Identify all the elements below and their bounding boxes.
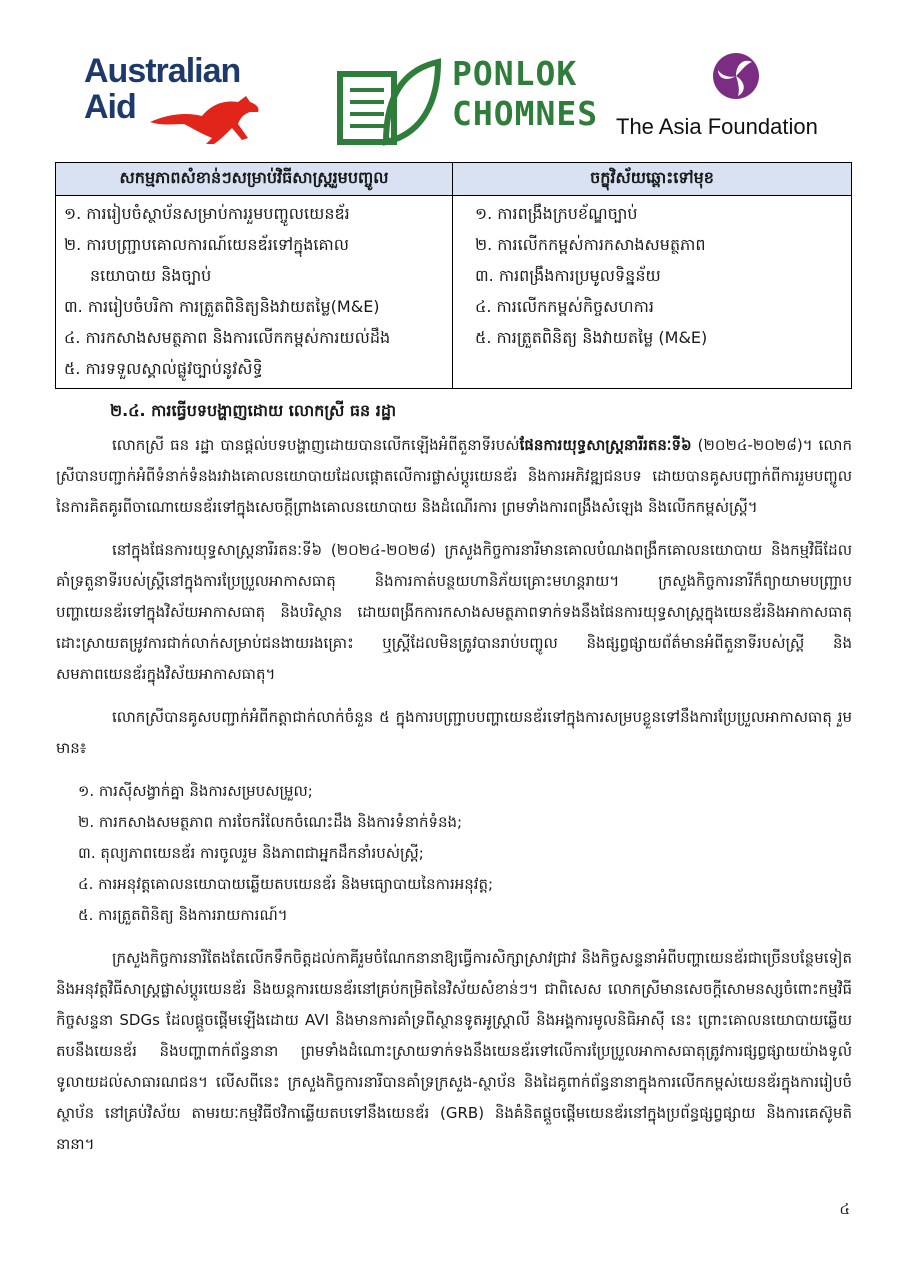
strategic-plan-title: ផែនការយុទ្ធសាស្រ្តនារីរតនៈទី៦ — [519, 436, 692, 454]
list-item: ៣. ការរៀបចំបរិកា ការត្រួតពិនិត្យនិងវាយតម្លៃ(M&E) — [64, 297, 380, 316]
list-item: ៣. ការពង្រឹងការប្រមូលទិន្នន័យ — [475, 266, 661, 285]
main-content — [56, 395, 852, 1172]
list-item: ២. ការលើកកម្ពស់ការកសាងសមត្ថភាព — [475, 235, 706, 254]
australian-aid-logo — [84, 52, 241, 126]
list-item: ២. ការកសាងសមត្ថភាព ការចែករំលែកចំណេះដឹង និងការទំនាក់ទំនង; — [78, 813, 463, 831]
paragraph-2: នៅក្នុងផែនការយុទ្ធសាស្រ្តនារីរតនៈទី៦ (២០២៤-២០២៨) ក្រសួងកិច្ចការនារីមានគោលបំណងពង្រឹកគោលនយោបាយ និងកម្មវិធីដែលគាំទ្រតួនាទីរបស់ស្ត្រីនៅក្នុងការប្រែប្រួលអាកាសធាតុ និងការកាត់បន្ថយហានិភ័យគ្រោះមហន្តរាយ។ ក្រសួងកិច្ចការនារីក៏ព្យាយាមបញ្ជ្រាបបញ្ហាយេនឌ័រទៅក្នុងវិស័យអាកាសធាតុ និងបរិស្ថាន ដោយពង្រីកការកសាងសមត្ថភាពទាក់ទងនឹងផែនការយុទ្ធសាស្រ្តក្នុងយេនឌ័រនិងអាកាសធាតុ ដោះស្រាយតម្រូវការជាក់លាក់សម្រាប់ជនងាយរងគ្រោះ ឬស្ត្រីដែលមិនត្រូវបានរាប់បញ្ចូល និងផ្សព្វផ្សាយព័ត៌មានអំពីតួនាទីរបស់ស្ត្រី និងសមភាពយេនឌ័រក្នុងវិស័យអាកាសធាតុ។ — [56, 541, 852, 683]
header-key-activities: សកម្មភាពសំខាន់ៗសម្រាប់វិធីសាស្រ្តរួមបញ្ចូល — [56, 163, 453, 196]
logo-header — [0, 40, 905, 150]
list-item: ៥. ការត្រួតពិនិត្យ និងវាយតម្លៃ (M&E) — [475, 328, 708, 347]
list-item: ៤. ការកសាងសមត្ថភាព និងការលើកកម្ពស់ការយល់ដឹង — [64, 328, 391, 347]
australian-aid-line1: Australian — [84, 52, 241, 90]
table-header-row — [56, 163, 852, 196]
table-row — [56, 196, 852, 389]
paragraph-1-rest: (២០២៤-២០២៨)។ លោកស្រីបានបញ្ជាក់អំពីទំនាក់ទំនងរវាងគោលនយោបាយដែលផ្ដោតលើការផ្លាស់ប្ដូរយេនឌ័រ និងការអភិវឌ្ឍជនបទ ដោយបានគូសបញ្ជាក់ពីការរួមបញ្ចូលនៃការគិតគូរពីចាណោយេនឌ័រទៅក្នុងសេចក្ដីព្រាងគោលនយោបាយ និងដំណើរការ ព្រមទាំងការពង្រឹងសំឡេង និងលើកកម្ពស់ស្ត្រី។ — [56, 436, 852, 516]
activities-table — [55, 162, 852, 389]
asia-foundation-logo — [616, 52, 856, 142]
section-heading: ២.៤. ការធ្វើបទបង្ហាញដោយ លោកស្រី ធន រដ្ឋា — [110, 401, 397, 420]
list-item: ៥. ការទទួលស្គាល់ផ្លូវច្បាប់នូវសិទ្ធិ — [64, 359, 263, 378]
paragraph-4: ក្រសួងកិច្ចការនារីតែងតែលើកទឹកចិត្តដល់កាគីរួមចំណែកនានាឱ្យធ្វើការសិក្សាស្រាវជ្រាវ និងកិច្ចសន្ទនាអំពីបញ្ហាយេនឌ័រជាច្រើនបន្ថែមទៀត និងអនុវត្តវិធីសាស្រ្តផ្លាស់ប្ដូរយេនឌ័រ និងយន្តការយេនឌ័រនៅគ្រប់កម្រិតនៃវិស័យសំខាន់ៗ។ ជាពិសេស លោកស្រីមានសេចក្ដីសោមនស្សចំពោះកម្មវិធីកិច្ចសន្ទនា SDGs ដែលផ្ដួចផ្ដើមឡើងដោយ AVI និងមានការគាំទ្រពីស្ថានទូតអូស្រ្តាលី និងអង្គការមូលនិធិអាស៊ី នេះ ព្រោះគោលនយោបាយឆ្លើយតបនឹងយេនឌ័រ និងបញ្ហាពាក់ព័ន្ធនានា ព្រមទាំងដំណោះស្រាយទាក់ទងនឹងយេនឌ័រទៅលើការប្រែប្រួលអាកាសធាតុត្រូវការផ្សព្វផ្សាយយ៉ាងទូលំទូលាយដល់សាធារណជន។ លើសពីនេះ ក្រសួងកិច្ចការនារីបានគាំទ្រក្រសួង-ស្ថាប័ន និងដៃគូពាក់ព័ន្ធនានាក្នុងការលើកកម្ពស់យេនឌ័រក្នុងការរៀបចំស្ថាប័ន នៅគ្រប់វិស័យ តាមរយៈកម្មវិធីថវិកាឆ្លើយតបទៅនឹងយេនឌ័រ (GRB) និងគំនិតផ្ដួចផ្ដើមយេនឌ័រនៅក្នុងប្រព័ន្ធផ្សព្វផ្សាយ និងការគេស៊ូមតិនានា។ — [56, 949, 852, 1153]
key-activities-cell — [56, 196, 453, 389]
paragraph-1 — [56, 430, 852, 523]
vision-cell — [453, 196, 852, 389]
list-item: ១. ការពង្រឹងក្របខ័ណ្ឌច្បាប់ — [475, 204, 638, 223]
list-item: ៥. ការត្រួតពិនិត្យ និងការរាយការណ៍។ — [78, 906, 288, 924]
document-leaf-icon — [336, 58, 442, 146]
list-item: ១. ការស៊ីសង្វាក់គ្នា និងការសម្របសម្រួល; — [78, 782, 313, 800]
list-item: ៤. ការលើកកម្ពស់កិច្ចសហការ — [475, 297, 654, 316]
list-item: ២. ការបញ្ជ្រាបគោលការណ៍យេនឌ័រទៅក្នុងគោល — [64, 235, 349, 254]
triskelion-icon — [712, 52, 760, 100]
australian-aid-line2: Aid — [84, 88, 136, 126]
header-vision-forward: ចក្ខុវិស័យឆ្ពោះទៅមុខ — [453, 163, 852, 196]
list-item: ១. ការរៀបចំស្ថាប័នសម្រាប់ការរួមបញ្ចូលយេនឌ័រ — [64, 204, 350, 223]
list-item: នយោបាយ និងច្បាប់ — [90, 266, 212, 285]
ponlok-line1: PONLOK — [452, 54, 578, 93]
page-number: ៤ — [839, 1200, 850, 1218]
factors-list — [56, 776, 852, 931]
paragraph-1-start: លោកស្រី ធន រដ្ឋា បានផ្ដល់បទបង្ហាញដោយបានលើកឡើងអំពីតួនាទីរបស់ — [112, 436, 520, 454]
ponlok-line2: CHOMNES — [452, 94, 599, 133]
list-item: ៤. ការអនុវត្តគោលនយោបាយឆ្លើយតបយេនឌ័រ និងមធ្យោបាយនៃការអនុវត្ត; — [78, 875, 494, 893]
paragraph-3: លោកស្រីបានគូសបញ្ជាក់អំពីកត្តាជាក់លាក់ចំនួន ៥ ក្នុងការបញ្ជ្រាបបញ្ហាយេនឌ័រទៅក្នុងការសម្របខ្លួនទៅនឹងការប្រែប្រួលអាកាសធាតុ រួមមាន៖ — [56, 708, 852, 757]
list-item: ៣. តុល្យភាពយេនឌ័រ ការចូលរួម និងភាពជាអ្នកដឹកនាំរបស់ស្ត្រី; — [78, 844, 424, 862]
kangaroo-icon — [146, 94, 266, 154]
asia-foundation-name: The Asia Foundation — [616, 114, 818, 139]
